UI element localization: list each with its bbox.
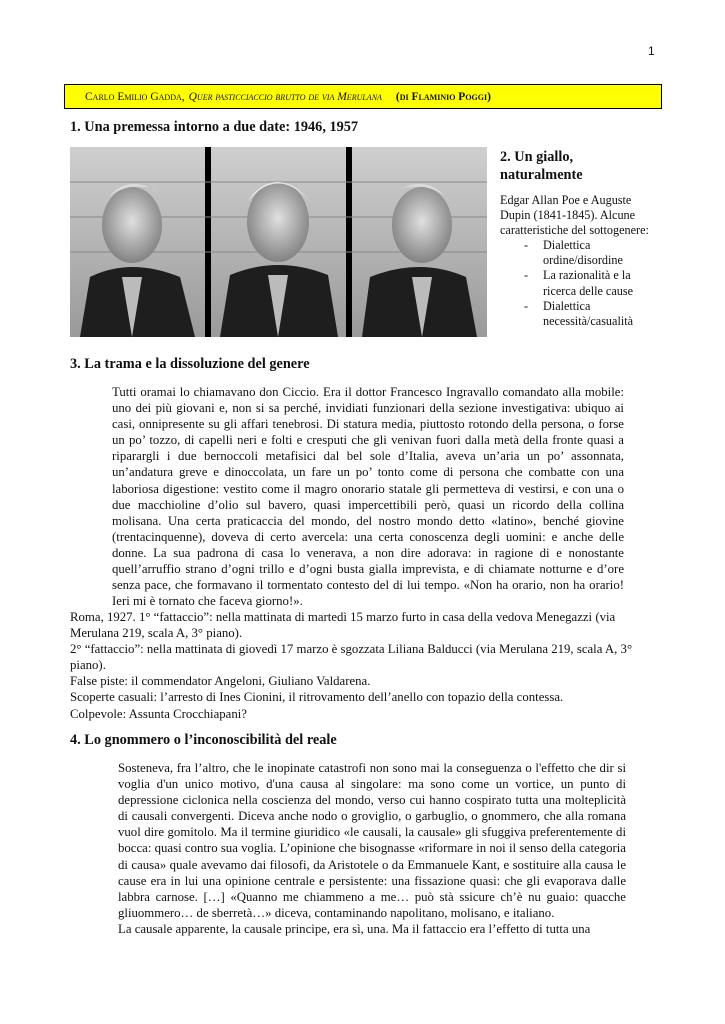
- plot-line: Roma, 1927. 1° “fattaccio”: nella mattinata di martedì 15 marzo furto in casa della vedova Menegazzi (via Merulana 219, scala A, 3° piano).: [70, 610, 616, 641]
- title-work: Quer pasticciaccio brutto de via Merulana: [188, 90, 382, 103]
- plot-line: Colpevole: Assunta Crocchiapani?: [70, 706, 247, 721]
- section-3-heading: 3. La trama e la dissoluzione del genere: [70, 356, 310, 372]
- quote-paragraph: Sosteneva, fra l’altro, che le inopinate catastrofi non sono mai la conseguenza o l'effetto che dir si voglia d'un unico motivo, d'una causa al singolare: ma sono come un vortice, un punto di depressione ciclonica nella coscienza del mondo, verso cui hanno cospirato tutta una molteplicità di causali convergenti. Diceva anche nodo o groviglio, o garbuglio, o gnommero, che alla romana vuol dire gomitolo. Ma il termine giuridico «le causali, la causale» gli sfuggiva preferentemente di bocca: quasi contro sua voglia. L’opinione che bisognasse «riformare in noi il senso della categoria di causa» quale avevamo dai filosofi, da Aristotele o da Emmanuele Kant, e sostituire alla causa le cause era in lui una opinione centrale e persistente: una fissazione quasi: che gli evaporava dalle labbra carnose. […] «Quanno me chiammeno a me… può stà ssicure ch’è nu guaio: quacche gliuommero… de sberretà…» diceva, contaminando napolitano, molisano, e italiano.: [118, 761, 626, 920]
- title-author: Carlo Emilio Gadda,: [85, 90, 185, 103]
- section-1-heading: 1. Una premessa intorno a due date: 1946, 1957: [70, 119, 359, 135]
- plot-line: Scoperte casuali: l’arresto di Ines Cionini, il ritrovamento dell’anello con topazio della contessa.: [70, 690, 564, 705]
- section-2-text: [500, 193, 650, 329]
- page-number: 1: [648, 44, 655, 58]
- section-3-plot: [70, 609, 658, 722]
- list-item: - Dialettica ordine/disordine: [500, 238, 650, 268]
- title-byline: (di Flaminio Poggi): [395, 90, 491, 103]
- plot-line: 2° “fattaccio”: nella mattinata di giovedì 17 marzo è sgozzata Liliana Balducci (via Merulana 219, scala A, 3° piano).: [70, 642, 633, 673]
- section-4-quote: [118, 760, 626, 937]
- section-3-quote: Tutti oramai lo chiamavano don Ciccio. Era il dottor Francesco Ingravallo comandato alla mobile: uno dei più giovani e, non si sa perché, invidiati funzionari della sezione investigativa: ubiquo ai casi, onnipresente su gli affari tenebrosi. Di statura media, piuttosto rotondo della persona, o forse un po’ tozzo, di capelli neri e folti e cresputi che gli venivan fuori dalla metà della fronte quasi a riparargli i due bernoccoli metafisici dal bel sole d’Italia, aveva un’aria un po’ assonnata, un’andatura greve e dinoccolata, un fare un po’ tonto come di persona che combatte con una laboriosa digestione: vestito come il magro onorario statale gli permetteva di vestirsi, e con una o due macchioline d’olio sul bavero, quasi impercettibili però, quasi un ricordo della collina molisana. Una certa praticaccia del mondo, del nostro mondo detto «latino», benché giovine (trentacinquenne), doveva di certo avercela: una certa conoscenza degli uomini: e anche delle donne. La sua padrona di casa lo venerava, a non dire adorava: in ragione di e nonostante quell’arruffio strano d’ogni trillo e d’ogni busta gialla imprevista, e di chiamate notturne e d’ore senza pace, che formavano il tormentato contesto del di lui tempo. «Non ha orario, non ha orario! Ieri mi è tornato che faceva giorno!».: [112, 385, 624, 609]
- section-2-heading: 2. Un giallo, naturalmente: [500, 149, 583, 183]
- quote-paragraph: La causale apparente, la causale principe, era sì, una. Ma il fattaccio era l’effetto di tutta una: [118, 921, 591, 936]
- plot-line: False piste: il commendator Angeloni, Giuliano Valdarena.: [70, 674, 371, 689]
- document-title-box: [64, 84, 662, 109]
- list-item: - Dialettica necessità/casualità: [500, 299, 650, 329]
- section-2-intro: Edgar Allan Poe e Auguste Dupin (1841-1845). Alcune caratteristiche del sottogenere:: [500, 193, 649, 238]
- gadda-photo-triptych: [70, 147, 487, 337]
- list-item: - La razionalità e la ricerca delle cause: [500, 268, 650, 298]
- section-4-heading: 4. Lo gnommero o l’inconoscibilità del reale: [70, 732, 337, 748]
- section-2-list: [500, 238, 650, 329]
